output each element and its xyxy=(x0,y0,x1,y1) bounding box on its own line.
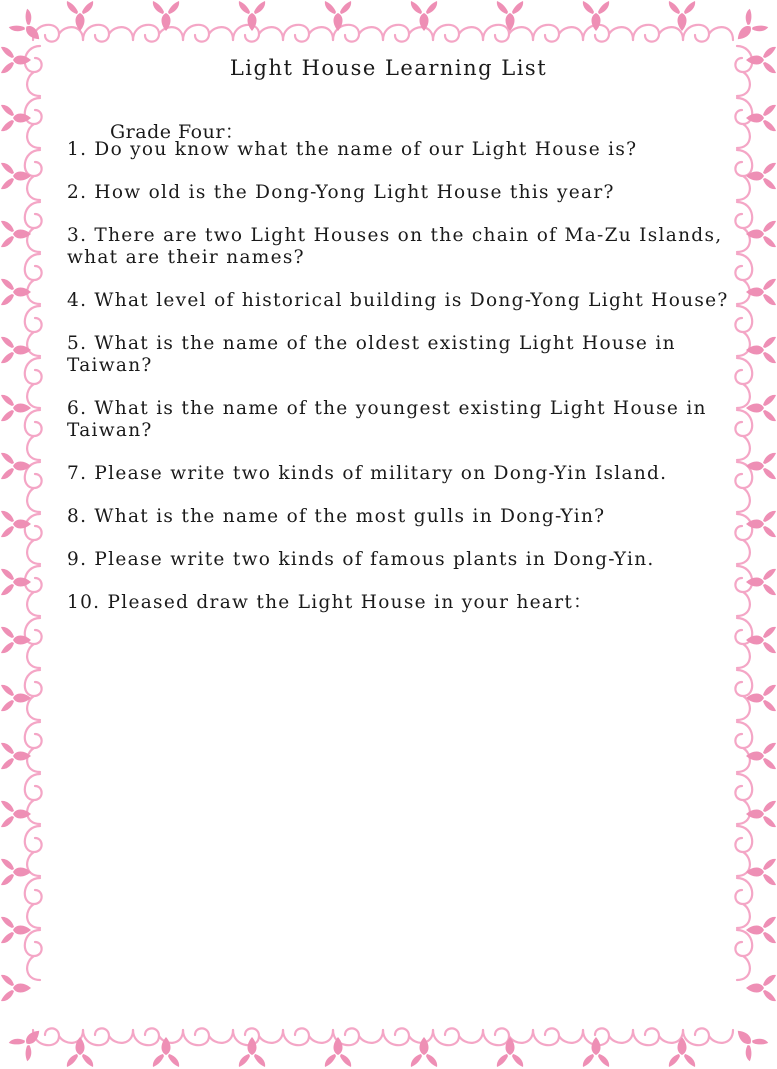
fleur-ornament xyxy=(746,627,776,653)
right-scroll xyxy=(735,566,752,616)
question-item: 9. Please write two kinds of famous plants in Dong-Yin. xyxy=(67,549,655,570)
left-scroll xyxy=(25,826,42,876)
fleur-ornament xyxy=(497,1037,523,1067)
bottom-scroll xyxy=(33,1028,83,1045)
fleur-ornament xyxy=(1,627,31,653)
left-scroll xyxy=(25,254,42,304)
fleur-ornament xyxy=(746,511,776,537)
fleur-ornament xyxy=(729,9,769,49)
question-list xyxy=(67,139,737,635)
fleur-ornament xyxy=(746,743,776,769)
top-scroll xyxy=(83,25,133,42)
fleur-ornament xyxy=(669,1037,695,1067)
fleur-ornament xyxy=(746,801,776,827)
left-scroll xyxy=(25,878,42,928)
left-scroll xyxy=(25,930,42,980)
question-item: 10. Pleased draw the Light House in your heart： xyxy=(67,592,593,613)
top-scroll xyxy=(283,25,333,42)
bottom-scroll xyxy=(233,1028,283,1045)
bottom-scroll xyxy=(533,1028,583,1045)
left-scroll xyxy=(25,98,42,148)
top-scroll xyxy=(183,25,233,42)
right-scroll xyxy=(735,254,752,304)
question-item: 7. Please write two kinds of military on Dong-Yin Island. xyxy=(67,463,668,484)
grade-label: Grade Four： xyxy=(110,121,245,143)
question-item: 4. What level of historical building is Dong-Yong Light House? xyxy=(67,290,729,311)
top-scroll xyxy=(33,25,83,42)
question-item: 1. Do you know what the name of our Light House is? xyxy=(67,139,638,160)
fleur-ornament xyxy=(1,279,31,305)
bottom-scroll xyxy=(133,1028,183,1045)
left-scroll xyxy=(25,618,42,668)
page-title: Light House Learning List xyxy=(229,56,548,80)
bottom-scroll xyxy=(633,1028,683,1045)
fleur-ornament xyxy=(1,975,31,1001)
fleur-ornament xyxy=(746,975,776,1001)
fleur-ornament xyxy=(1,743,31,769)
top-scroll xyxy=(683,25,733,42)
question-item: 8. What is the name of the most gulls in Dong-Yin? xyxy=(67,506,606,527)
question-item: 5. What is the name of the oldest existing Light House in Taiwan? xyxy=(67,333,676,376)
bottom-scroll xyxy=(683,1028,733,1045)
right-scroll xyxy=(735,358,752,408)
right-scroll xyxy=(735,410,752,460)
fleur-ornament xyxy=(1,801,31,827)
fleur-ornament xyxy=(239,1037,265,1067)
right-scroll xyxy=(735,878,752,928)
fleur-ornament xyxy=(411,1,437,31)
bottom-scroll xyxy=(183,1028,233,1045)
fleur-ornament xyxy=(1,511,31,537)
fleur-ornament xyxy=(1,453,31,479)
question-item: 6. What is the name of the youngest existing Light House in Taiwan? xyxy=(67,398,707,441)
bottom-scroll xyxy=(583,1028,633,1045)
left-scroll xyxy=(25,462,42,512)
left-scroll xyxy=(25,358,42,408)
fleur-ornament xyxy=(729,1022,769,1062)
fleur-ornament xyxy=(746,453,776,479)
right-scroll xyxy=(735,930,752,980)
question-item: 3. There are two Light Houses on the chain of Ma-Zu Islands, what are their names? xyxy=(67,225,723,268)
top-scroll xyxy=(533,25,583,42)
top-scroll xyxy=(433,25,483,42)
left-scroll xyxy=(25,566,42,616)
right-scroll xyxy=(735,722,752,772)
right-scroll xyxy=(735,826,752,876)
top-scroll xyxy=(583,25,633,42)
top-scroll xyxy=(633,25,683,42)
left-scroll xyxy=(25,722,42,772)
top-scroll xyxy=(233,25,283,42)
right-scroll xyxy=(735,462,752,512)
bottom-scroll xyxy=(433,1028,483,1045)
left-scroll xyxy=(25,202,42,252)
right-scroll xyxy=(735,202,752,252)
bottom-scroll xyxy=(283,1028,333,1045)
fleur-ornament xyxy=(9,1022,49,1062)
question-item: 2. How old is the Dong-Yong Light House this year? xyxy=(67,182,615,203)
right-scroll xyxy=(735,98,752,148)
fleur-ornament xyxy=(325,1,351,31)
right-scroll xyxy=(735,670,752,720)
fleur-ornament xyxy=(9,9,49,49)
fleur-ornament xyxy=(746,279,776,305)
left-scroll xyxy=(25,410,42,460)
bottom-scroll xyxy=(83,1028,133,1045)
left-scroll xyxy=(25,670,42,720)
top-scroll xyxy=(133,25,183,42)
right-scroll xyxy=(735,618,752,668)
